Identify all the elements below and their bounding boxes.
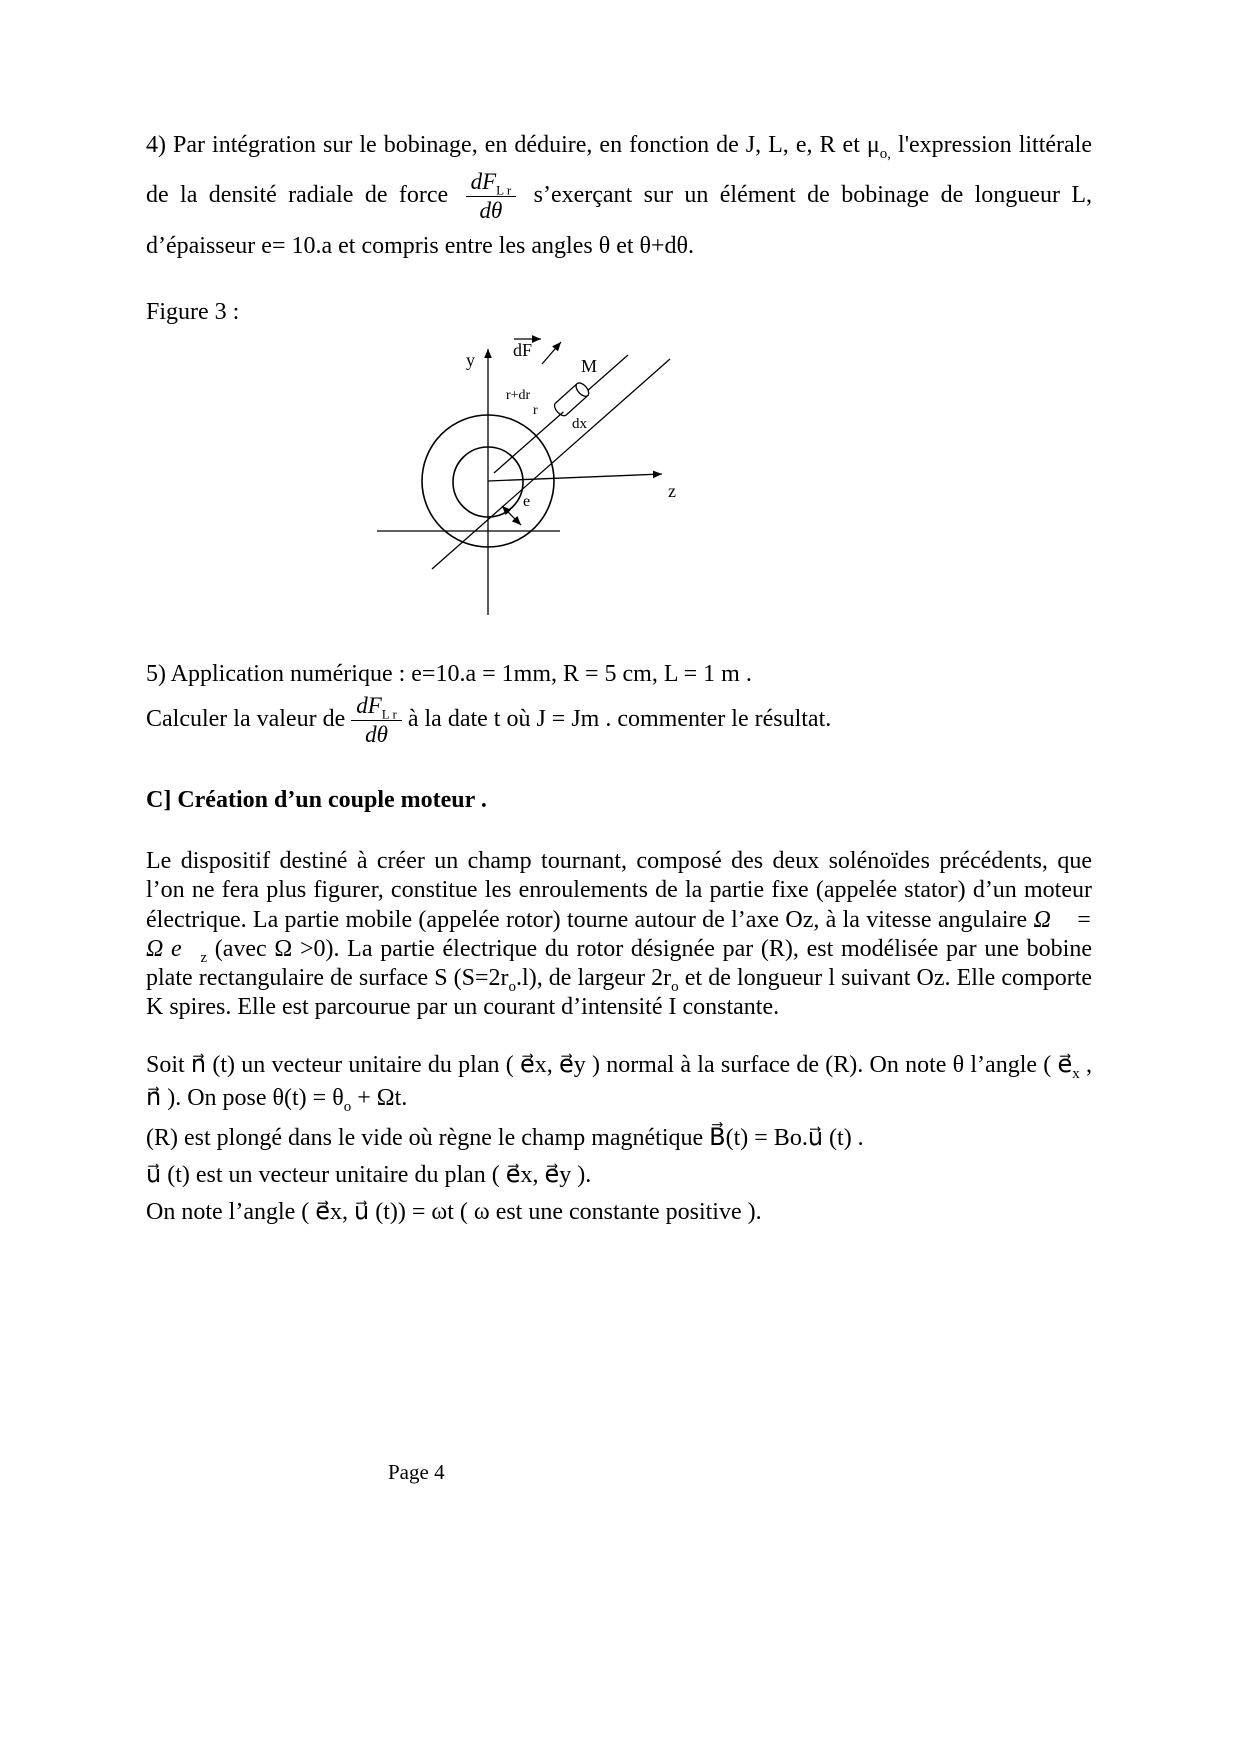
label-z: z — [668, 481, 676, 502]
text-run: + Ωt. — [351, 1085, 408, 1112]
subscript-Lr: L r — [381, 707, 397, 723]
text-run: Le dispositif destiné à créer un champ tournant, composé des deux solénoïdes précédents, que l’on ne fera plus figurer, constitue les enroulements de la partie fixe (appelée stator) d’un moteur électrique. La partie mobile (appelée rotor) tourne autour de l’axe Oz, à la vitesse angulaire — [146, 848, 1092, 933]
figure-3 — [374, 333, 754, 630]
text-run: s’exerçant sur un élément de bobinage de longueur L, d’épaisseur e= 10.a et compris entre les angles θ et θ+dθ. — [146, 181, 1092, 260]
fraction-dFLr-dtheta — [351, 693, 402, 748]
text-run: Soit n⃗ (t) un vecteur unitaire du plan ( e⃗x, e⃗y ) normal à la surface de (R). On note θ l’angle ( e⃗ — [146, 1051, 1073, 1078]
subscript-o: o — [343, 1099, 352, 1116]
z-axis — [488, 474, 662, 481]
subscript-o: o — [508, 979, 517, 996]
vector-omega-ez: Ω⃗ = Ω e⃗ — [146, 906, 1092, 962]
text-run: Calculer la valeur de — [146, 706, 346, 733]
paragraph-question4 — [146, 122, 1092, 270]
label-r-plus-dr: r+dr — [506, 388, 531, 404]
subscript-o: o — [671, 979, 679, 996]
subscript-Lr: L r — [496, 182, 512, 198]
label-M: M — [581, 356, 598, 377]
text-run: dθ — [479, 197, 503, 223]
q5-line2 — [146, 693, 1092, 748]
text-run: , n⃗ ). On pose θ(t) = θ — [146, 1051, 1093, 1112]
fraction-dFLr-dtheta — [466, 169, 517, 224]
fraction-denominator — [466, 197, 517, 224]
label-r: r — [533, 403, 538, 419]
line-angle-omega-t: On note l’angle ( e⃗x, u⃗ (t)) = ωt ( ω est une constante positive ). — [146, 1199, 762, 1226]
subscript-x: x — [1072, 1065, 1080, 1082]
subscript-z: z — [200, 949, 208, 966]
label-dF: dF — [513, 340, 533, 361]
text-run: dθ — [365, 722, 388, 748]
line-vector-u: u⃗ (t) est un vecteur unitaire du plan ( e⃗x, e⃗y ). — [146, 1162, 592, 1189]
label-e: e — [523, 493, 531, 511]
label-dx: dx — [572, 416, 587, 433]
text-run: l'expression littérale de la densité radiale de force — [146, 132, 1092, 208]
page-number: Page 4 — [388, 1460, 445, 1484]
fraction-numerator — [351, 693, 402, 721]
page-content — [146, 122, 1092, 1232]
subscript-o: o, — [879, 145, 892, 162]
text-run: .l), de largeur 2r — [516, 965, 672, 992]
line-magnetic-field: (R) est plongé dans le vide où règne le champ magnétique B⃗(t) = Bo.u⃗ (t) . — [146, 1124, 864, 1151]
paragraph-question5 — [146, 656, 1092, 748]
text-run: dF — [356, 693, 382, 719]
text-run: à la date t où J = Jm . commenter le résultat. — [407, 706, 832, 733]
text-run: et de longueur l suivant Oz. Elle comporte K spires. Elle est parcourue par un courant d’intensité I constante. — [146, 965, 1093, 1021]
figure-caption: Figure 3 : — [146, 299, 240, 326]
text-run: (avec Ω >0). La partie électrique du rotor désignée par (R), est modélisée par une bobine plate rectangulaire de surface S (S=2r — [146, 935, 1092, 992]
radial-line-outer — [432, 359, 670, 569]
paragraph-field-definitions — [146, 1120, 1092, 1232]
element-cylinder — [552, 381, 591, 418]
q5-line1: 5) Application numérique : e=10.a = 1mm, R = 5 cm, L = 1 m . — [146, 661, 752, 688]
fraction-numerator — [466, 169, 517, 197]
label-y: y — [466, 350, 475, 371]
fraction-denominator — [351, 721, 402, 748]
text-run: 4) Par intégration sur le bobinage, en déduire, en fonction de J, L, e, R et μ — [146, 132, 880, 158]
section-c-heading: C] Création d’un couple moteur . — [146, 786, 487, 813]
paragraph-section-c-intro — [146, 847, 1092, 1023]
figure-3-diagram — [374, 333, 752, 625]
paragraph-vector-n — [146, 1049, 1092, 1116]
text-run: dF — [470, 168, 497, 194]
dF-vector-arrow — [542, 342, 561, 364]
